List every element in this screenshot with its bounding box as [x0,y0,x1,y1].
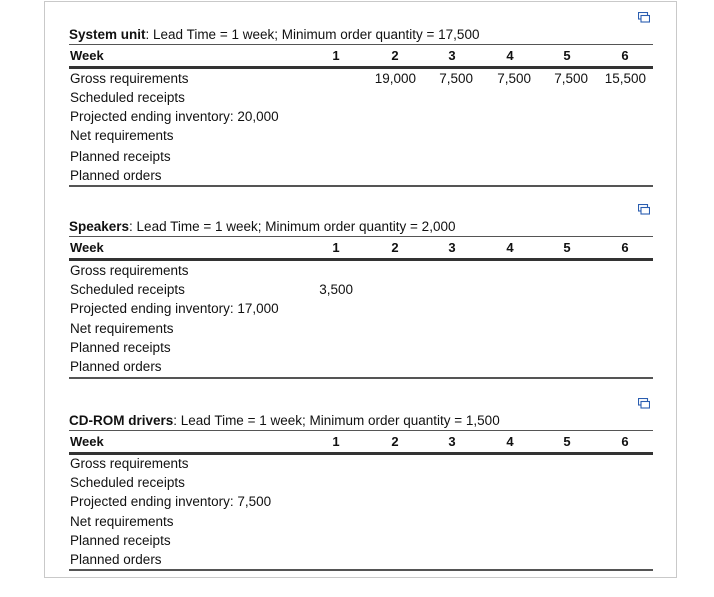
week-1: 1 [332,240,340,255]
week-header-row [69,48,653,65]
row-label: Projected ending inventory: 20,000 [70,109,279,124]
row-label: Projected ending inventory: 17,000 [70,301,279,316]
row-label: Planned orders [70,168,162,183]
planned-orders-row [69,359,653,378]
row-label: Planned receipts [70,340,171,355]
week-5: 5 [563,48,571,63]
week-label: Week [70,48,104,63]
header-separator [69,452,653,455]
row-label: Net requirements [70,514,174,529]
net-requirements-row [69,321,653,340]
item-name: System unit [69,27,146,42]
cell-week-6: 15,500 [604,71,646,86]
projected-inventory-row [69,109,653,128]
week-4: 4 [506,434,514,449]
net-requirements-row [69,514,653,533]
table-bottom-rule [69,569,653,571]
week-2: 2 [391,48,399,63]
cell-week-3: 7,500 [439,71,473,86]
week-header-row [69,434,653,451]
row-label: Gross requirements [70,71,189,86]
planned-receipts-row [69,533,653,552]
week-3: 3 [448,48,456,63]
week-5: 5 [563,240,571,255]
cell-week-1: 3,500 [319,282,353,297]
header-rule [69,430,653,431]
planned-receipts-row [69,340,653,359]
row-label: Net requirements [70,128,174,143]
week-5: 5 [563,434,571,449]
row-label: Scheduled receipts [70,475,185,490]
item-spec: : Lead Time = 1 week; Minimum order quantity = 17,500 [145,27,480,42]
section-title [69,27,479,42]
scheduled-receipts-row [69,475,653,494]
net-requirements-row [69,128,653,147]
row-label: Scheduled receipts [70,282,185,297]
item-spec: : Lead Time = 1 week; Minimum order quantity = 2,000 [129,219,456,234]
planned-receipts-row [69,149,653,168]
week-3: 3 [448,434,456,449]
week-6: 6 [621,240,629,255]
section-title [69,413,500,428]
item-name: CD-ROM drivers [69,413,174,428]
copy-icon[interactable] [638,398,650,409]
week-4: 4 [506,48,514,63]
cell-week-4: 7,500 [497,71,531,86]
row-label: Planned receipts [70,533,171,548]
cell-week-2: 19,000 [374,71,416,86]
week-label: Week [70,240,104,255]
row-label: Projected ending inventory: 7,500 [70,494,272,509]
week-label: Week [70,434,104,449]
row-label: Gross requirements [70,456,189,471]
projected-inventory-row [69,301,653,320]
item-name: Speakers [69,219,130,234]
row-label: Net requirements [70,321,174,336]
week-6: 6 [621,48,629,63]
section-title [69,219,455,234]
header-rule [69,236,653,237]
header-separator [69,66,653,69]
row-label: Planned orders [70,359,162,374]
copy-icon[interactable] [638,12,650,23]
table-bottom-rule [69,377,653,379]
row-label: Planned receipts [70,149,171,164]
scheduled-receipts-row [69,90,653,109]
week-4: 4 [506,240,514,255]
week-2: 2 [391,434,399,449]
row-label: Scheduled receipts [70,90,185,105]
item-spec: : Lead Time = 1 week; Minimum order quantity = 1,500 [173,413,500,428]
scheduled-receipts-row [69,282,653,301]
gross-requirements-row [69,263,653,282]
week-6: 6 [621,434,629,449]
week-3: 3 [448,240,456,255]
projected-inventory-row [69,494,653,513]
table-bottom-rule [69,185,653,187]
week-1: 1 [332,434,340,449]
copy-icon[interactable] [638,204,650,215]
week-header-row [69,240,653,257]
row-label: Gross requirements [70,263,189,278]
header-rule [69,44,653,45]
header-separator [69,258,653,261]
row-label: Planned orders [70,552,162,567]
week-1: 1 [332,48,340,63]
cell-week-5: 7,500 [554,71,588,86]
week-2: 2 [391,240,399,255]
gross-requirements-row [69,456,653,475]
gross-requirements-row [69,71,653,90]
